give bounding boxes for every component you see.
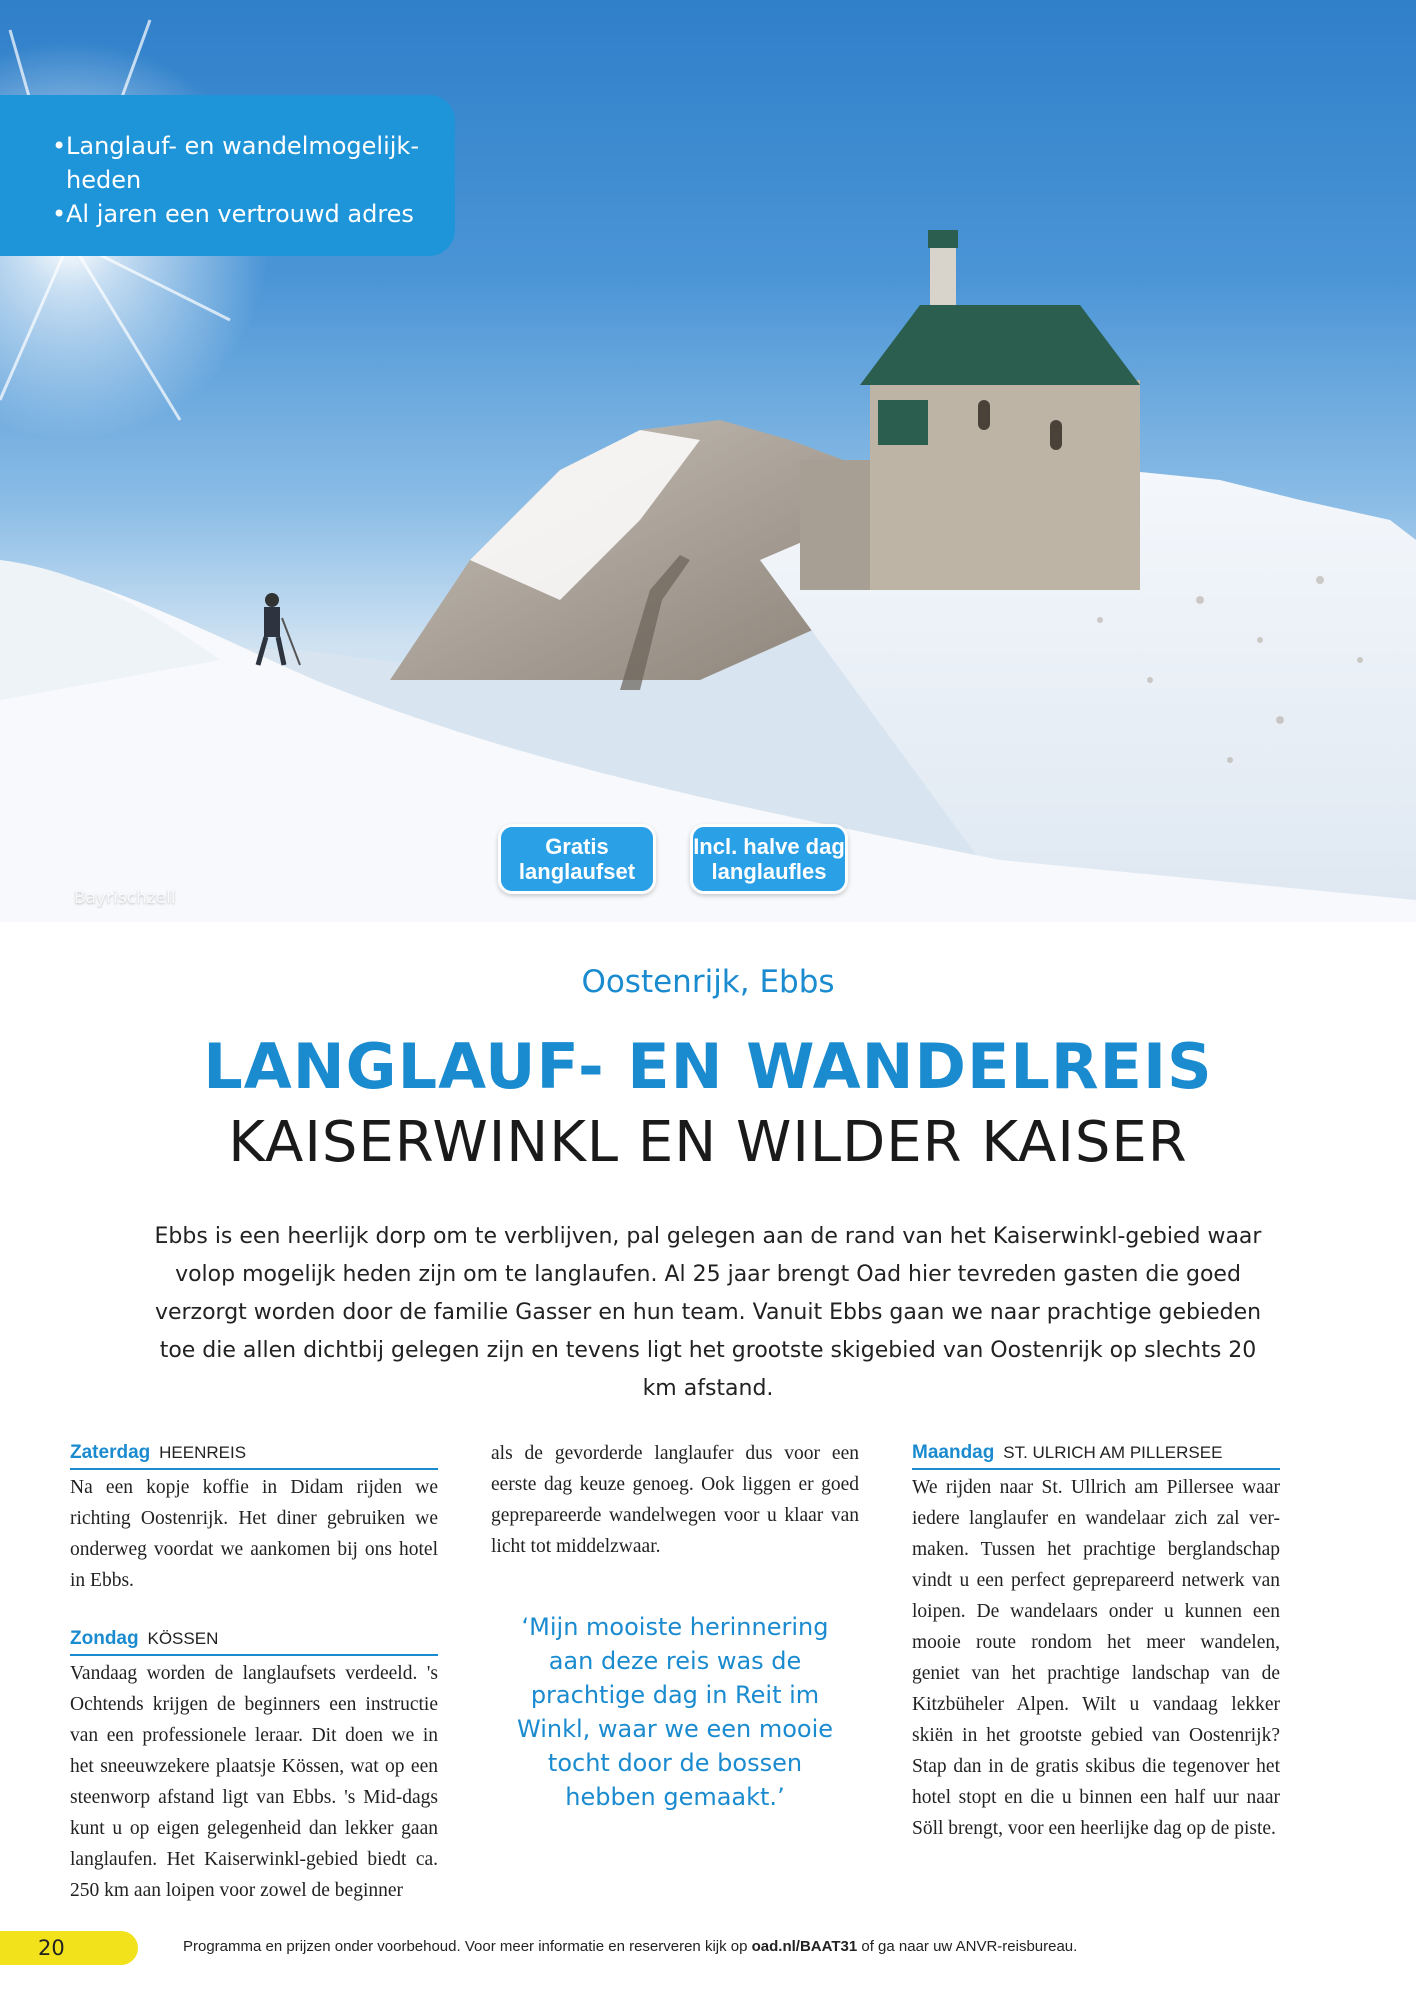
day-text: Vandaag worden de langlaufsets verdeeld. 's Ochtends krijgen de beginners een instructie van een professionele leraar. Dit doen we in het sneeuwzekere plaatsje Kössen, wat op een steenworp afstand ligt van Ebbs. 's Mid-dags kunt u op eigen gelegenheid dan lekker gaan langlaufen. Het Kaiserwinkl-gebied biedt ca. 250 km aan loipen voor zowel de beginner: [70, 1663, 438, 1901]
pull-quote: ‘Mijn mooiste herinnering aan deze reis was de prachtige dag in Reit im Winkl, waar we een mooie tocht door de bossen hebben gemaakt.’: [516, 1613, 834, 1811]
day-section-sunday: [70, 1624, 438, 1906]
footer-disclaimer: Programma en prijzen onder voorbehoud. Voor meer informatie en reserveren kijk op oad.nl/BAAT31 of ga naar uw ANVR-reisbureau.: [183, 1938, 1078, 1955]
intro-paragraph: Ebbs is een heerlijk dorp om te verblijven, pal gelegen aan de rand van het Kaiserwinkl-gebied waar volop mogelijk heden zijn om te langlaufen. Al 25 jaar brengt Oad hier tevreden gasten die goed verzorgt worden door de familie Gasser en hun team. Vanuit Ebbs gaan we naar prachtige gebieden toe die allen dichtbij gelegen zijn en tevens ligt het grootste skigebied van Oostenrijk op slechts 20 km afstand.: [154, 1224, 1262, 1401]
highlight-item: • Langlauf- en wandelmogelijk- heden: [66, 129, 435, 197]
day-heading: [70, 1624, 438, 1656]
photo-caption: Bayrischzell: [74, 888, 176, 908]
page-subtitle: KAISERWINKL EN WILDER KAISER: [228, 1110, 1188, 1175]
hero-photo: [0, 0, 1416, 922]
highlights-box: [0, 95, 455, 256]
column-middle: [491, 1438, 859, 1814]
highlight-item: • Al jaren een vertrouwd adres: [66, 197, 435, 231]
day-heading: [912, 1438, 1280, 1470]
day-name: Zondag: [70, 1628, 139, 1649]
website-link[interactable]: oad.nl/BAAT31: [751, 1938, 858, 1955]
day-text: We rijden naar St. Ullrich am Pillersee waar iedere langlaufer en wandelaar zich zal ver-maken. Tussen het prachtige berglandschap vindt u een perfect geprepareerd netwerk van loipen. De wandelaars onder u kunnen een mooie route rondom het meer wandelen, geniet van het prachtige landschap van de Kitzbüheler Alpen. Wilt u vandaag lekker skiën in het grootste gebied van Oostenrijk? Stap dan in de gratis skibus die tegenover het hotel stopt en die u binnen een half uur naar Söll brengt, voor een heerlijke dag op de piste.: [912, 1477, 1280, 1839]
day-name: Maandag: [912, 1442, 995, 1463]
day-text-continued: als de gevorderde langlaufer dus voor een eerste dag keuze genoeg. Ook liggen er goed geprepareerde wandelwegen voor u klaar van licht tot middelzwaar.: [491, 1443, 859, 1557]
day-section-monday: [912, 1438, 1280, 1844]
free-langlauf-set-badge: Gratis langlaufset: [498, 824, 656, 894]
lesson-included-badge: Incl. halve dag langlaufles: [690, 824, 848, 894]
day-section-saturday: [70, 1438, 438, 1596]
location-heading: Oostenrijk, Ebbs: [581, 964, 835, 1000]
page-number: 20: [0, 1931, 138, 1965]
day-place: HEENREIS: [159, 1443, 247, 1462]
day-heading: [70, 1438, 438, 1470]
day-place: ST. ULRICH AM PILLERSEE: [1003, 1443, 1223, 1462]
day-text: Na een kopje koffie in Didam rijden we richting Oostenrijk. Het diner gebruiken we onderweg voordat we aankomen bij ons hotel in Ebbs.: [70, 1477, 438, 1591]
page-title: LANGLAUF- EN WANDELREIS: [203, 1030, 1213, 1103]
day-name: Zaterdag: [70, 1442, 151, 1463]
day-place: KÖSSEN: [147, 1629, 219, 1648]
column-right: [912, 1438, 1280, 1872]
column-left: [70, 1438, 438, 1934]
